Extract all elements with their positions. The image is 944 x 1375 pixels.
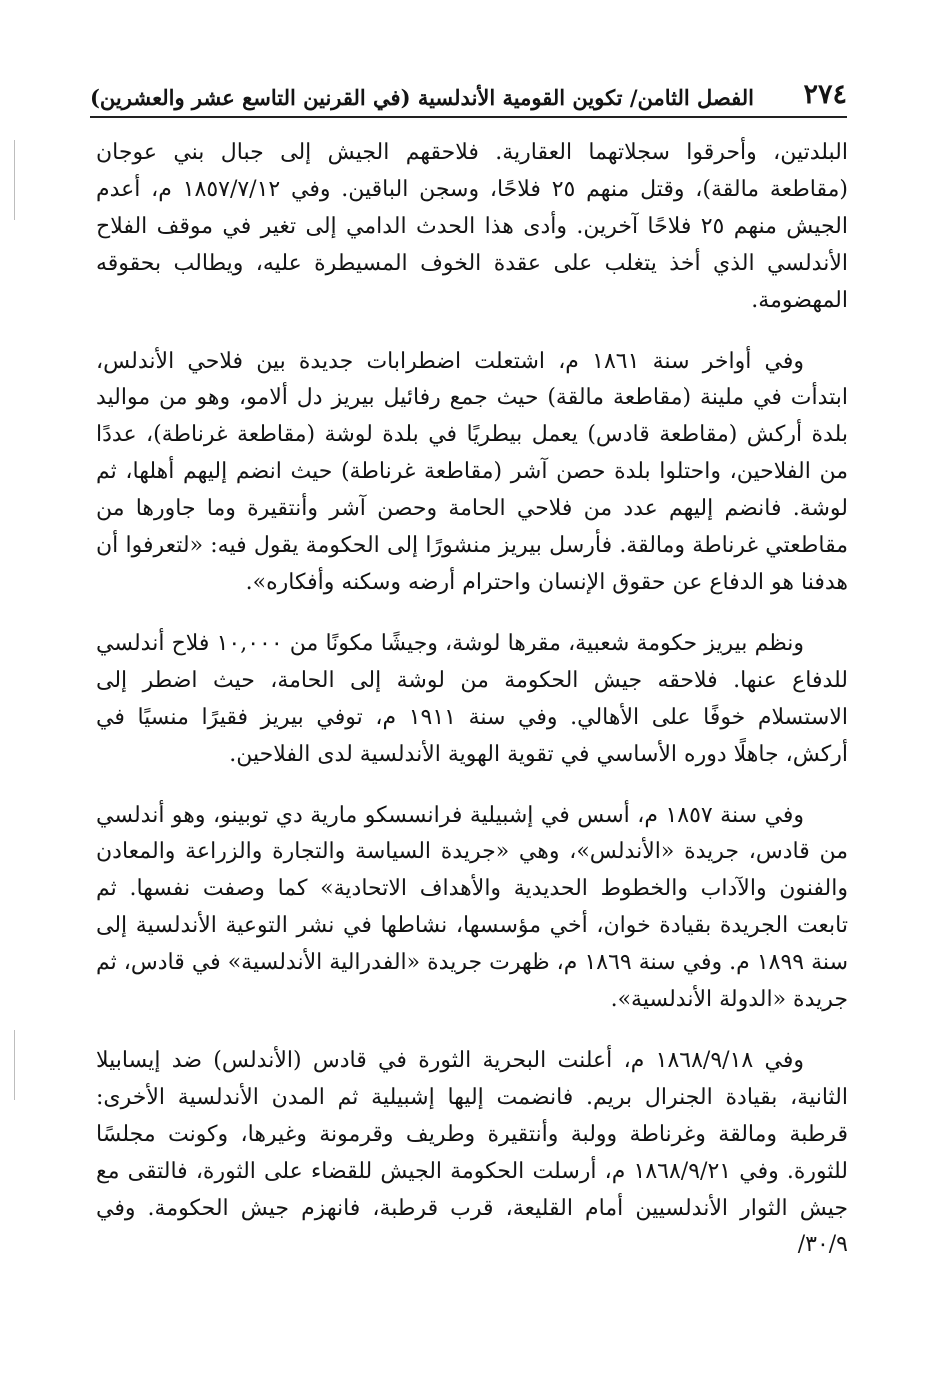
paragraph: وفي أواخر سنة ١٨٦١ م، اشتعلت اضطرابات جديدة بين فلاحي الأندلس، ابتدأت في ملينة (مقاطعة مالقة) حيث جمع رفائيل بيريز دل ألامو، وهو من مواليد بلدة أركش (مقاطعة قادس) يعمل بيطريًا في بلدة لوشة (مقاطعة غرناطة)، عددًا من الفلاحين، واحتلوا بلدة حصن آشر (مقاطعة غرناطة) حيث انضم إليهم أهلها، ثم لوشة. فانضم إليهم عدد من فلاحي الحامة وحصن آشر وأنتقيرة وما جاورها من مقاطعتي غرناطة ومالقة. فأرسل بيريز منشورًا إلى الحكومة يقول فيه: «لتعرفوا أن هدفنا هو الدفاع عن حقوق الإنسان واحترام أرضه وسكنه وأفكاره».	[96, 348, 848, 595]
page-number: ٢٧٤	[803, 79, 847, 110]
page-header	[90, 74, 847, 118]
header-rule	[90, 116, 847, 118]
scan-margin-line	[14, 1030, 15, 1100]
scan-margin-line	[14, 140, 15, 220]
chapter-running-title: الفصل الثامن/ تكوين القومية الأندلسية (في القرنين التاسع عشر والعشرين)	[90, 85, 754, 110]
paragraph: وفي سنة ١٨٥٧ م، أسس في إشبيلية فرانسسكو مارية دي توبينو، وهو أندلسي من قادس، جريدة «الأندلس»، وهي «جريدة السياسة والتجارة والزراعة والمعادن والفنون والآداب والخطوط الحديدية والأهداف الاتحادية» كما وصفت نفسها. ثم تابعت الجريدة بقيادة خوان، أخي مؤسسها، نشاطها في نشر التوعية الأندلسية إلى سنة ١٨٩٩ م. وفي سنة ١٨٦٩ م، ظهرت جريدة «الفدرالية الأندلسية» في قادس، ثم جريدة «الدولة الأندلسية».	[96, 802, 848, 1013]
paragraph: ونظم بيريز حكومة شعبية، مقرها لوشة، وجيشًا مكونًا من ١٠,٠٠٠ فلاح أندلسي للدفاع عنها. فلاحقه جيش الحكومة من لوشة إلى الحامة، حيث اضطر إلى الاستسلام خوفًا على الأهالي. وفي سنة ١٩١١ م، توفي بيريز فقيرًا منسيًا في أركش، جاهلًا دوره الأساسي في تقوية الهوية الأندلسية لدى الفلاحين.	[96, 630, 849, 767]
paragraph: البلدتين، وأحرقوا سجلاتهما العقارية. فلاحقهم الجيش إلى جبال بني عوجان (مقاطعة مالقة)، وقتل منهم ٢٥ فلاحًا، وسجن الباقين. وفي ١٨٥٧/٧/١٢ م، أعدم الجيش منهم ٢٥ فلاحًا آخرين. وأدى هذا الحدث الدامي إلى تغير في موقف الفلاح الأندلسي الذي أخذ يتغلب على عقدة الخوف المسيطرة عليه، ويطالب بحقوقه المهضومة.	[96, 140, 849, 313]
body-text	[96, 135, 848, 1264]
paragraph: وفي ١٨٦٨/٩/١٨ م، أعلنت البحرية الثورة في قادس (الأندلس) ضد إيسابيلا الثانية، بقيادة الجنرال بريم. فانضمت إليها إشبيلية ثم المدن الأندلسية الأخرى: قرطبة ومالقة وغرناطة وولبة وأنتقيرة وطريف وقرمونة وغيرها، وكونت مجلسًا للثورة. وفي ١٨٦٨/٩/٢١ م، أرسلت الحكومة الجيش للقضاء على الثورة، فالتقى مع جيش الثوار الأندلسيين أمام القليعة، قرب قرطبة، فانهزم جيش الحكومة. وفي ٣٠/٩/	[96, 1047, 848, 1258]
